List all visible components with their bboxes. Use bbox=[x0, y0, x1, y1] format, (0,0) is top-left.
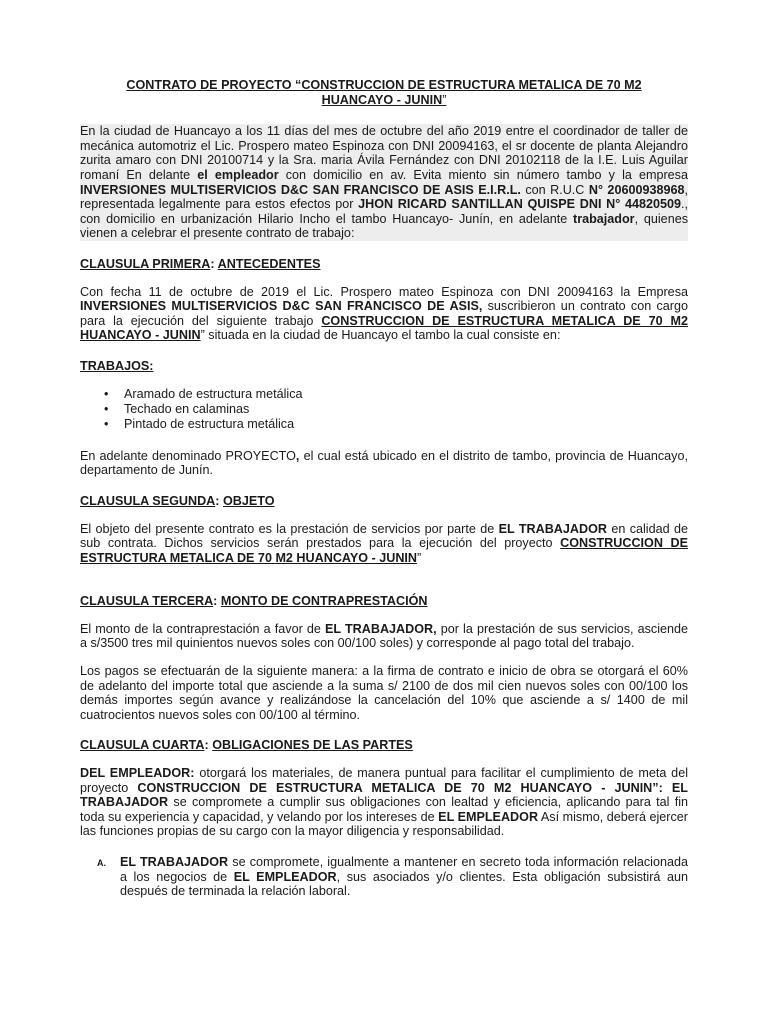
clausula-cuarta-name: OBLIGACIONES DE LAS PARTES bbox=[212, 738, 413, 753]
clausula-cuarta-item-a bbox=[80, 855, 688, 899]
clausula-segunda-heading bbox=[80, 494, 688, 509]
list-item: • Pintado de estructura metálica bbox=[104, 417, 688, 432]
clausula-tercera-paragraph-1 bbox=[80, 622, 688, 651]
intro-text-6: , quienes vienen a celebrar el presente contrato de trabajo: bbox=[80, 211, 688, 241]
title-line-1: CONTRATO DE PROYECTO “CONSTRUCCION DE ESTRUCTURA METALICA DE 70 M2 bbox=[126, 78, 642, 92]
clausula-primera-paragraph bbox=[80, 285, 688, 343]
clausula-tercera-label: CLAUSULA TERCERA bbox=[80, 594, 214, 609]
clausula-segunda-paragraph bbox=[80, 522, 688, 566]
c2-text-2: en calidad de sub contrata. Dichos servicios serán prestados para la ejecución del proyecto bbox=[80, 521, 688, 551]
c4-trabajador: ”: EL TRABAJADOR bbox=[80, 780, 688, 810]
c2-text-1: El objeto del presente contrato es la prestación de servicios por parte de bbox=[80, 521, 499, 536]
item-a-marker: A. bbox=[97, 858, 106, 868]
trabajos-heading-text: TRABAJOS: bbox=[80, 358, 154, 373]
intro-text-2: con domicilio en av. Evita miento sin número tambo y la empresa bbox=[278, 167, 688, 182]
item-a-text-2: , sus asociados y/o clientes. Esta obligación subsistirá aun después de terminada la relación laboral. bbox=[120, 869, 688, 899]
c4-del-empleador: DEL EMPLEADOR: bbox=[80, 766, 195, 781]
c1-text-1: Con fecha 11 de octubre de 2019 el Lic. Prospero mateo Espinoza con DNI 20094163 la Empresa bbox=[80, 284, 688, 299]
c1-company: INVERSIONES MULTISERVICIOS D&C SAN FRANCISCO DE ASIS, bbox=[80, 299, 483, 314]
clausula-tercera-heading bbox=[80, 594, 688, 609]
clausula-tercera-name: MONTO DE CONTRAPRESTACIÓN bbox=[220, 594, 428, 609]
clausula-primera-label: CLAUSULA PRIMERA bbox=[80, 256, 211, 271]
intro-text-3: con R.U.C bbox=[520, 182, 589, 197]
proyecto-text-2: el cual está ubicado en el distrito de tambo, provincia de Huancayo, departamento de Junín. bbox=[80, 448, 688, 478]
c4-text-2: se compromete a cumplir sus obligaciones con lealtad y eficiencia, aplicando para tal fin toda su experiencia y capacidad, y velando por los intereses de bbox=[80, 795, 688, 824]
clausula-primera-colon: : bbox=[210, 256, 218, 271]
c4-empleador: EL EMPLEADOR bbox=[438, 809, 539, 824]
trabajos-list bbox=[80, 387, 688, 433]
c2-trabajador: EL TRABAJADOR bbox=[498, 521, 607, 536]
list-item: • Techado en calaminas bbox=[104, 402, 688, 417]
clausula-cuarta-colon: : bbox=[204, 738, 213, 753]
clausula-primera-name: ANTECEDENTES bbox=[217, 256, 321, 271]
c3-trabajador: EL TRABAJADOR, bbox=[325, 621, 437, 636]
c4-text-1: otorgará los materiales, de manera puntual para facilitar el cumplimiento de meta del proyecto bbox=[80, 766, 688, 795]
clausula-cuarta-heading bbox=[80, 738, 688, 753]
intro-text-4: , representada legalmente para estos efectos por bbox=[80, 182, 688, 212]
item-a-text-1: se compromete, igualmente a mantener en secreto toda información relacionada a los negocios de bbox=[120, 855, 688, 884]
contract-document bbox=[80, 78, 688, 899]
clausula-cuarta-label: CLAUSULA CUARTA bbox=[80, 738, 205, 753]
intro-empleador: el empleador bbox=[197, 167, 279, 182]
title-line-2 bbox=[80, 93, 688, 108]
intro-text-5: ., con domicilio en urbanización Hilario Incho el tambo Huancayo- Junín, en adelante bbox=[80, 197, 688, 226]
document-title bbox=[80, 78, 688, 107]
item-a-empleador: EL EMPLEADOR bbox=[233, 869, 337, 884]
c1-text-2: suscribieron un contrato con cargo para la ejecución del siguiente trabajo bbox=[80, 299, 688, 328]
c3-text-2: por la prestación de sus servicios, asciende a s/3500 tres mil quinientos nuevos soles con 00/100 soles) y corresponde al pago total del trabajo. bbox=[80, 621, 689, 651]
clausula-tercera-paragraph-2: Los pagos se efectuarán de la siguiente manera: a la firma de contrato e inicio de obra se otorgará el 60% de adelanto del importe total que asciende a la suma s/ 2100 de dos mil cien nuevos soles con 00/100 los demás importes según avance y realizándose la cancelación del 10% que asciende a s/ 1400 de mil cuatrocientos nuevos soles con 00/100 al término. bbox=[80, 664, 688, 722]
title-closing-quote: ” bbox=[442, 92, 447, 107]
clausula-segunda-name: OBJETO bbox=[222, 493, 275, 508]
clausula-cuarta-paragraph bbox=[80, 766, 688, 839]
intro-ruc: N° 20600938968 bbox=[588, 182, 685, 197]
c1-project-name: CONSTRUCCION DE ESTRUCTURA METALICA DE 70 M2 HUANCAYO - JUNIN bbox=[80, 313, 688, 343]
item-a-trabajador: EL TRABAJADOR bbox=[120, 855, 229, 869]
proyecto-paragraph bbox=[80, 449, 688, 478]
c3-text-1: El monto de la contraprestación a favor de bbox=[80, 621, 325, 636]
intro-trabajador: trabajador bbox=[573, 211, 635, 226]
c1-text-3: ” situada en la ciudad de Huancayo el tambo la cual consiste en: bbox=[200, 328, 561, 343]
trabajos-heading bbox=[80, 359, 688, 374]
proyecto-text-1: En adelante denominado PROYECTO bbox=[80, 448, 296, 463]
intro-company-name: INVERSIONES MULTISERVICIOS D&C SAN FRANCISCO DE ASIS E.I.R.L. bbox=[80, 182, 521, 197]
clausula-segunda-colon: : bbox=[215, 493, 223, 508]
clausula-tercera-colon: : bbox=[213, 594, 221, 609]
title-line-2-text: HUANCAYO - JUNIN bbox=[321, 92, 443, 107]
intro-text-1: En la ciudad de Huancayo a los 11 días del mes de octubre del año 2019 entre el coordinador de taller de mecánica automotriz el Lic. Prospero mateo Espinoza con DNI 20094163, el sr docente de planta Alejandro zurita amaro con DNI 20100714 y la Sra. maria Ávila Fernández con DNI 20102118 de la I.E. Luis Aguilar romaní En delante bbox=[80, 124, 688, 182]
c4-text-3: Así mismo, deberá ejercer las funciones propias de su cargo con la mayor diligencia y responsabilidad. bbox=[80, 809, 688, 839]
clausula-segunda-label: CLAUSULA SEGUNDA bbox=[80, 493, 216, 508]
c4-project-name: CONSTRUCCION DE ESTRUCTURA METALICA DE 70 M2 HUANCAYO - JUNIN bbox=[137, 780, 653, 795]
c2-quote: ” bbox=[417, 550, 422, 565]
proyecto-comma: , bbox=[295, 448, 300, 463]
intro-representative: JHON RICARD SANTILLAN QUISPE DNI N° 44820509 bbox=[358, 197, 681, 212]
c2-project-name: CONSTRUCCION DE ESTRUCTURA METALICA DE 70 M2 HUANCAYO - JUNIN bbox=[80, 536, 688, 565]
intro-paragraph bbox=[80, 124, 688, 241]
list-item: • Aramado de estructura metálica bbox=[104, 387, 688, 402]
clausula-primera-heading bbox=[80, 257, 688, 272]
